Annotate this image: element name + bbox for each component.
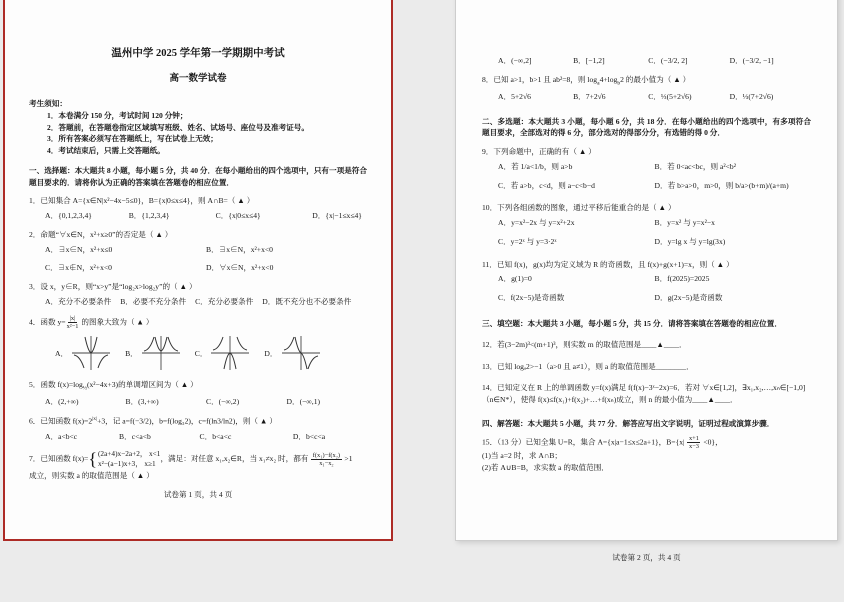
- option: D．既不充分也不必要条件: [262, 296, 352, 306]
- question-stem: 1．已知集合 A={x∈N|x²−4x−5≤0}，B={x|0≤x≤4}，则 A∩B=（ ▲ ）: [29, 196, 255, 206]
- question-stem: 11．已知 f(x)，g(x)均为定义域为 R 的奇函数，且 f(x)+g(x+1)=x，则（ ▲ ）: [482, 259, 734, 269]
- question-stem: [29, 379, 367, 393]
- question-stem: 3．设 x，y∈R，则“x>y”是“log₂x>log₂y”的（ ▲ ）: [29, 282, 197, 292]
- option: C．{x|0≤x≤4}: [215, 211, 261, 221]
- notice-item: 1．本卷满分 150 分，考试时间 120 分钟；: [47, 110, 188, 120]
- section-2-heading: 二、多选题：本大题共 3 小题，每小题 6 分，共 18 分．在每小题给出的四个选项中，有多项符合题目要求，全部选对的得 6 分，部分选对的得部分分，有选错的得 0 分．: [482, 116, 811, 138]
- question-stem: 9．下列命题中，正确的有（ ▲ ）: [482, 147, 596, 157]
- page-1[interactable]: [3, 0, 393, 541]
- exam-subtitle: 高一数学试卷: [169, 74, 227, 85]
- option: B．必要不充分条件: [120, 296, 187, 306]
- question-9: [482, 146, 811, 191]
- page-2[interactable]: [455, 0, 838, 563]
- notice-item: 3．所有答案必须写在答题纸上，写在试卷上无效；: [47, 134, 218, 144]
- stem-text: 7．已知函数 f(x)=: [29, 454, 89, 464]
- option: B．{1,2,3,4}: [128, 211, 170, 221]
- option: C．∃x∉N，x²+x<0: [45, 263, 112, 273]
- option-row: [45, 396, 367, 408]
- question-stem: 10．下列各组函数的图象，通过平移后能重合的是（ ▲ ）: [482, 203, 676, 213]
- option: B．[−1,2]: [573, 56, 605, 65]
- fraction: [67, 315, 79, 331]
- piecewise-function: [88, 449, 160, 469]
- stem-text: (x²−4x+3)的单调增区间为（ ▲ ）: [86, 380, 198, 390]
- question-6: [29, 415, 367, 442]
- option: B．y=x² 与 y=x²−x: [654, 218, 715, 228]
- option: B．f(2025)=2025: [654, 274, 710, 284]
- option: C．(−3/2, 2]: [648, 56, 688, 65]
- log-base: a: [597, 80, 600, 87]
- fraction-numerator: x+1: [688, 434, 699, 442]
- question-3: [29, 281, 367, 308]
- exponent: |x|: [92, 416, 98, 423]
- question-stem: 14．已知定义在 R 上的单调函数 y=f(x)满足 f(f(x)−3ˣ−2x)=6．若对 ∀x∈[1,2]，∃x₁,x₂,…,xₙ∈[−1,0]（n∈N*），使得 f(x)≤f(x₁)+f(x₂)+…+f(xₙ)成立，则 n 的最小值为____▲____．: [482, 383, 806, 405]
- question-14: [482, 382, 811, 406]
- question-stem: [482, 74, 811, 88]
- stem-text: 5．函数 f(x)=log: [29, 380, 83, 390]
- option: A．充分不必要条件: [45, 296, 112, 306]
- piecewise-lines: [98, 449, 160, 469]
- stem-text: >1: [342, 454, 353, 464]
- option-label: B．: [125, 348, 138, 358]
- stem-text: 15．（13 分）已知全集 U=R，集合 A={x|a−1≤x≤2a+1}，B={x|: [482, 437, 687, 447]
- option-row: [45, 210, 367, 222]
- fraction-numerator: f(x₁)−f(x₂): [312, 451, 341, 459]
- stem-text: 6．已知函数 f(x)=2: [29, 416, 93, 426]
- option-grid: [498, 161, 811, 192]
- fraction-denominator: x²−1: [66, 323, 79, 331]
- question-11: [482, 259, 811, 304]
- option: A．(−∞,2]: [498, 56, 532, 65]
- question-12: [482, 339, 811, 351]
- option-grid: [498, 273, 811, 304]
- page-1-content: [5, 0, 391, 539]
- section-1-heading: 一、选择题：本大题共 8 小题，每小题 5 分，共 40 分．在每小题给出的四个选项中，只有一项是符合题目要求的．请将你认为正确的答案填在答题卷的相应位置．: [29, 165, 367, 187]
- stem-text: <0}，: [701, 437, 723, 447]
- option-label: D．: [264, 348, 278, 358]
- option: A．∃x∈N，x²+x≤0: [45, 244, 113, 254]
- option: D．(−3/2, −1]: [729, 56, 774, 65]
- notice-item: 4．考试结束后，只需上交答题纸。: [47, 146, 165, 156]
- option: C．b<a<c: [199, 431, 232, 441]
- notice-item: 2．答题前，在答题卷指定区域填写班级、姓名、试场号、座位号及准考证号。: [47, 122, 309, 132]
- question-stem: [29, 449, 367, 469]
- option: D．⅓(7+2√6): [729, 91, 774, 101]
- option-row: [45, 296, 367, 308]
- notice-list: [47, 110, 367, 157]
- q4-graph-options: [55, 334, 367, 372]
- option: D．若 b>a>0，m>0，则 b/a>(b+m)/(a+m): [654, 180, 789, 190]
- option: D．g(2x−5)是奇函数: [654, 293, 723, 303]
- graph-option-b: [125, 334, 182, 372]
- fraction: [687, 435, 700, 451]
- option: C．若 a>b，c<d，则 a−c<b−d: [498, 180, 595, 190]
- log-base: ½: [82, 385, 87, 392]
- option: B．7+2√6: [573, 91, 606, 101]
- question-10: [482, 202, 811, 247]
- option-label: C．: [194, 348, 208, 358]
- piecewise-line: (2a+4)x−2a+2， x<1: [97, 449, 161, 459]
- fraction-denominator: x−3: [688, 442, 699, 450]
- option: D．∀x∈N，x²+x<0: [206, 263, 274, 273]
- question-stem: 13．已知 logₐ2>−1（a>0 且 a≠1），则 a 的取值范围是________．: [482, 361, 694, 371]
- fraction-denominator: x₁−x₂: [319, 459, 334, 467]
- question-stem-line-2: 成立，则实数 a 的取值范围是（ ▲ ）: [29, 470, 154, 480]
- question-stem: [29, 415, 367, 427]
- question-15: [482, 435, 811, 474]
- option-grid: [498, 217, 811, 248]
- option: B．(3,+∞): [125, 397, 159, 407]
- fraction: [311, 452, 341, 468]
- option: A．a<b<c: [45, 431, 78, 441]
- option: C．f(2x−5)是奇函数: [498, 293, 565, 303]
- question-stem: [482, 435, 811, 451]
- function-graph-icon: [140, 334, 182, 372]
- section-3-heading: 三、填空题：本大题共 3 小题，每小题 5 分，共 15 分．请将答案填在答题卷的相应位置．: [482, 318, 782, 328]
- graph-option-a: [55, 334, 112, 372]
- option: A．{0,1,2,3,4}: [45, 211, 92, 221]
- option: C．⅓(5+2√6): [648, 91, 692, 101]
- exam-title: 温州中学 2025 学年第一学期期中考试: [111, 48, 285, 59]
- option: A．5+2√6: [498, 91, 531, 101]
- option: B．∃x∈N，x²+x<0: [206, 244, 273, 254]
- option: A．y=x²−2x 与 y=x²+2x: [498, 218, 575, 228]
- stem-text: 8．已知 a>1，b>1 且 ab²=8，则 log: [482, 74, 598, 84]
- option-grid: [45, 244, 367, 275]
- option-row: [45, 431, 367, 443]
- option: D．(−∞,1): [286, 397, 321, 407]
- question-13: [482, 361, 811, 373]
- stem-text: 4+log: [599, 74, 618, 84]
- question-7-option-row: [498, 55, 811, 67]
- stem-text: 4．函数 y=: [29, 317, 66, 327]
- function-graph-icon: [209, 334, 251, 372]
- stem-text: 2 的最小值为（ ▲ ）: [620, 74, 691, 84]
- option: B．c<a<b: [119, 431, 151, 441]
- question-part-2: (2)若 A∪B=B，求实数 a 的取值范围．: [482, 463, 609, 473]
- fraction-numerator: |x|: [69, 314, 76, 322]
- option: A．(2,+∞): [45, 397, 79, 407]
- question-part-1: (1)当 a=2 时，求 A∩B；: [482, 451, 563, 461]
- section-4-heading: 四、解答题：本大题共 5 小题，共 77 分．解答应写出文字说明，证明过程或演算步骤．: [482, 418, 775, 428]
- question-8: [482, 74, 811, 103]
- option: A．若 1/a<1/b，则 a>b: [498, 161, 573, 171]
- option: C．y=2ˣ 与 y=3·2ˣ: [498, 236, 557, 246]
- graph-option-d: [264, 334, 321, 372]
- stem-text: +3，记 a=f(−3/2)，b=f(log₃2)，c=f(ln3/ln2)，则（ ▲ ）: [97, 416, 277, 426]
- question-5: [29, 379, 367, 408]
- notice-title: 考生须知：: [29, 98, 67, 108]
- option: D．{x|−1≤x≤4}: [312, 211, 362, 221]
- question-stem: 12．若(3−2m)³<(m+1)³，则实数 m 的取值范围是____▲____．: [482, 339, 687, 349]
- function-graph-icon: [280, 334, 322, 372]
- option-label: A．: [55, 348, 69, 358]
- question-stem: 2．命题“∀x∈N，x²+x≥0”的否定是（ ▲ ）: [29, 229, 173, 239]
- option: C．(−∞,2): [206, 397, 240, 407]
- page-footer: 试卷第 2 页，共 4 页: [612, 553, 681, 563]
- question-1: [29, 195, 367, 222]
- option-row: [498, 91, 811, 103]
- stem-text: 的图象大致为（ ▲ ）: [79, 317, 154, 327]
- question-7: [29, 449, 367, 481]
- question-2: [29, 229, 367, 274]
- graph-option-c: [195, 334, 252, 372]
- option: A．g(1)=0: [498, 274, 532, 284]
- question-4: [29, 315, 367, 373]
- option: B．若 0<ac<bc，则 a²<b²: [654, 161, 737, 171]
- option: D．y=lg x 与 y=lg(3x): [654, 236, 726, 246]
- option: C．充分必要条件: [195, 296, 254, 306]
- option: D．b<c<a: [292, 431, 326, 441]
- question-stem: [29, 315, 367, 331]
- piecewise-line: x²−(a−1)x+3， x≥1: [97, 459, 156, 469]
- function-graph-icon: [70, 334, 112, 372]
- stem-text: ，满足：对任意 x₁,x₂∈R，当 x₁≠x₂ 时，都有: [160, 454, 311, 464]
- page-footer: 试卷第 1 页，共 4 页: [163, 490, 233, 500]
- piecewise-brace: {: [88, 449, 97, 470]
- log-base: b: [617, 80, 621, 87]
- page-2-content: [456, 55, 837, 602]
